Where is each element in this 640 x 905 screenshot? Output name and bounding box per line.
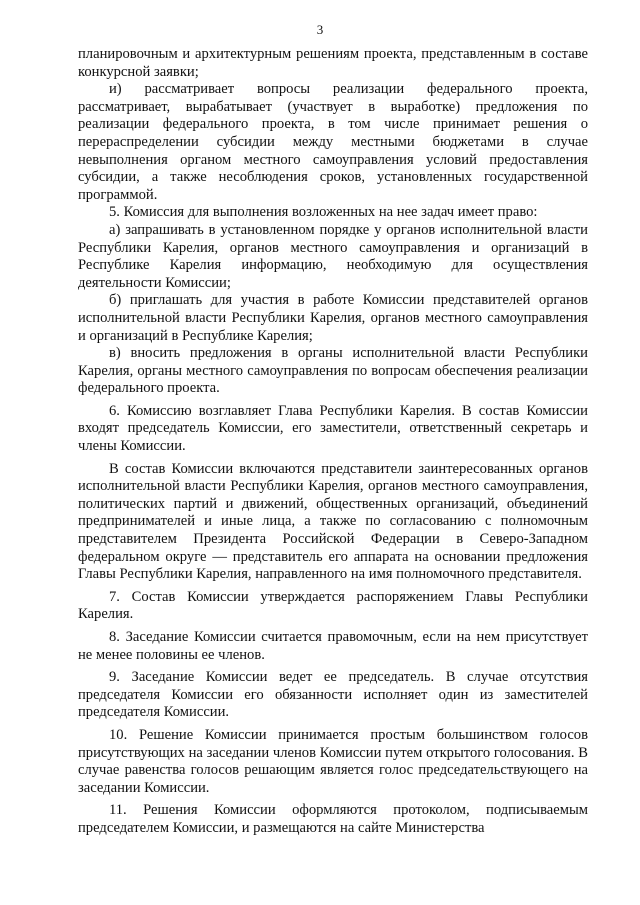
paragraph-5-b: б) приглашать для участия в работе Комиссии представителей органов исполнительной власти Республики Карелия, органов местного самоуправления и организаций в Республике Карелия; <box>78 292 588 344</box>
paragraph-11: 11. Решения Комиссии оформляются протоколом, подписываемым председателем Комиссии, и размещаются на сайте Министерства <box>78 802 588 836</box>
paragraph-6: 6. Комиссию возглавляет Глава Республики Карелия. В состав Комиссии входят председатель Комиссии, его заместители, ответственный секретарь и члены Комиссии. <box>78 402 588 455</box>
paragraph-8: 8. Заседание Комиссии считается правомочным, если на нем присутствует не менее половины ее членов. <box>78 629 588 663</box>
paragraph-5: 5. Комиссия для выполнения возложенных на нее задач имеет право: <box>109 204 538 221</box>
paragraph-5-a: а) запрашивать в установленном порядке у органов исполнительной власти Республики Карелия, органов местного самоуправления и организаций в Республике Карелия информацию, необходимую для осуществления деятельности Комиссии; <box>78 221 588 291</box>
paragraph-5-v: в) вносить предложения в органы исполнительной власти Республики Карелия, органы местного самоуправления по вопросам обеспечения реализации федерального проекта. <box>78 345 588 397</box>
document-body <box>78 46 588 838</box>
page-number: 3 <box>316 22 324 37</box>
paragraph-7: 7. Состав Комиссии утверждается распоряжением Главы Республики Карелия. <box>78 588 588 623</box>
paragraph-10: 10. Решение Комиссии принимается простым большинством голосов присутствующих на заседании членов Комиссии путем открытого голосования. В случае равенства голосов решающим является голос председательствующего на заседании Комиссии. <box>78 726 588 796</box>
paragraph-9: 9. Заседание Комиссии ведет ее председатель. В случае отсутствия председателя Комиссии его обязанности исполняет один из заместителей председателя Комиссии. <box>78 669 588 721</box>
paragraph-item-i: и) рассматривает вопросы реализации федерального проекта, рассматривает, вырабатывает (участвует в выработке) предложения по реализации федерального проекта, в том числе принимает решения о перераспределении субсидии между местными бюджетами в случае невыполнения органом местного самоуправления условий предоставления субсидии, а также несоблюдения сроков, установленных государственной программой. <box>78 81 588 203</box>
paragraph-6-composition: В состав Комиссии включаются представители заинтересованных органов исполнительной власти Республики Карелия, органов местного самоуправления, политических партий и движений, общественных организаций, объединений предпринимателей и иные лица, а также по согласованию с полномочным представителем Президента Российской Федерации в Северо-Западном федеральном округе — представитель его аппарата на основании предложения Главы Республики Карелия, направленного на имя полномочного представителя. <box>78 460 588 583</box>
paragraph-continuation: планировочным и архитектурным решениям проекта, представленным в составе конкурсной заявки; <box>78 46 588 80</box>
